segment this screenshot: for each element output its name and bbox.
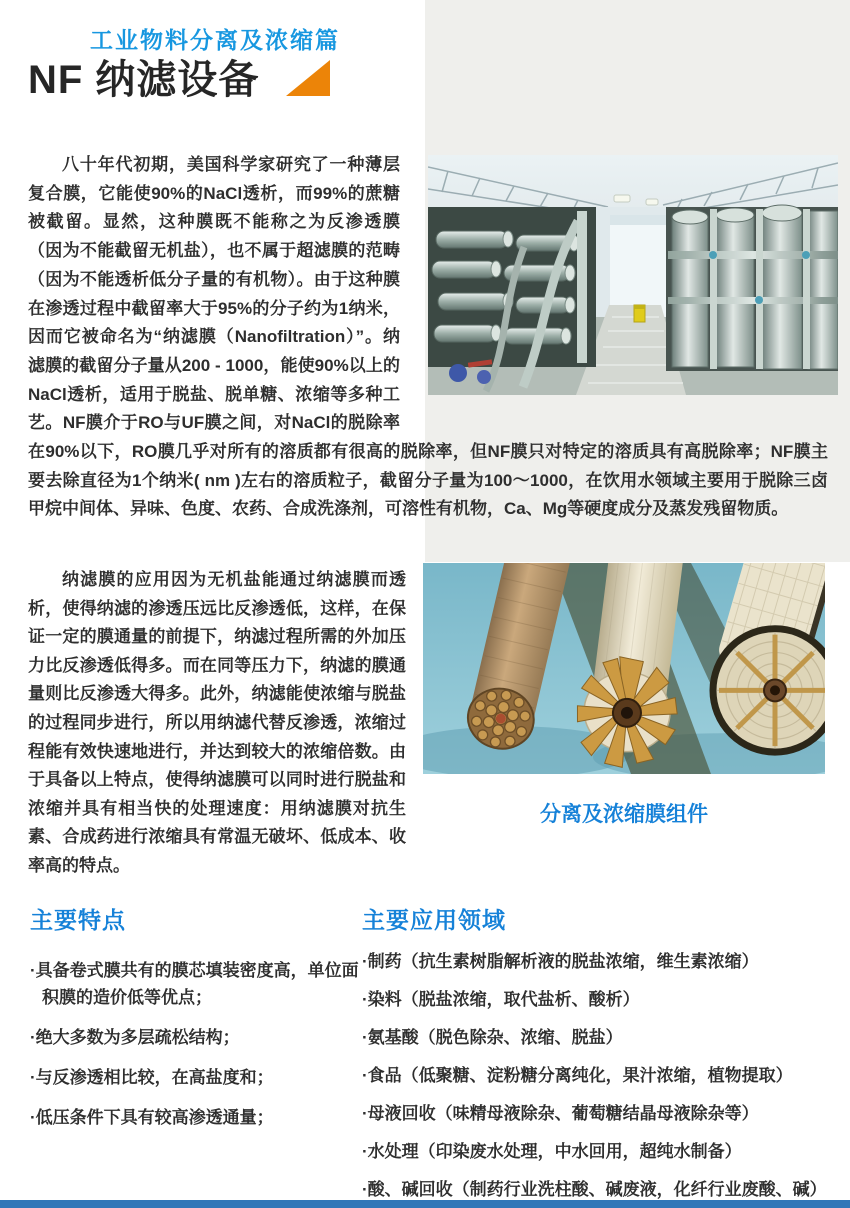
- page-title: NF 纳滤设备: [28, 58, 260, 102]
- applications-heading: 主要应用领域: [362, 907, 506, 933]
- membrane-modules-photo: [423, 563, 825, 774]
- application-list-item: ·染料（脱盐浓缩，取代盐析、酸析）: [362, 990, 640, 1009]
- features-section: [30, 902, 360, 1144]
- features-list: [30, 957, 360, 1131]
- membrane-photo-caption: 分离及浓缩膜组件: [540, 803, 708, 826]
- application-list-item: ·母液回收（味精母液除杂、葡萄糖结晶母液除杂等）: [362, 1104, 759, 1123]
- application-list-item: ·制药（抗生素树脂解析液的脱盐浓缩，维生素浓缩）: [362, 952, 759, 971]
- triangle-decoration-icon: [286, 60, 330, 96]
- photo-wrap-spacer: [400, 151, 828, 438]
- application-list-item: ·酸、碱回收（制药行业洗柱酸、碱废液，化纤行业废酸、碱）: [362, 1180, 827, 1199]
- application-list-item: ·水处理（印染废水处理，中水回用，超纯水制备）: [362, 1142, 742, 1161]
- application-list-item: ·食品（低聚糖、淀粉糖分离纯化，果汁浓缩，植物提取）: [362, 1066, 793, 1085]
- feature-list-item: ·低压条件下具有较高渗透通量；: [30, 1108, 274, 1127]
- intro-paragraph-1: 八十年代初期，美国科学家研究了一种薄层复合膜，它能使90%的NaCl透析，而99%的蔗糖被截留。显然，这种膜既不能称之为反渗透膜（因为不能截留无机盐），也不属于超滤膜的范畴（因为不能透析低分子量的有机物）。由于这种膜在渗透过程中截留率大于95%的分子约为1纳米，因而它被命名为“纳滤膜（Nanofiltration）”。纳滤膜的截留分子量从200 - 1000，能使90%以上的NaCl透析，适用于脱盐、脱单糖、浓缩等多种工艺。NF膜介于RO与UF膜之间，对NaCl的脱除率在90%以下，RO膜几乎对所有的溶质都有很高的脱除率，但NF膜只对特定的溶质具有高脱除率；NF膜主要去除直径为1个纳米( nm )左右的溶质粒子，截留分子量为100～1000，在饮用水领域主要用于脱除三卤甲烷中间体、异味、色度、农药、合成洗涤剂，可溶性有机物，Ca、Mg等硬度成分及蒸发残留物质。: [28, 151, 828, 524]
- feature-list-item: ·绝大多数为多层疏松结构；: [30, 1028, 240, 1047]
- applications-section: [362, 902, 842, 1208]
- features-heading: 主要特点: [30, 907, 126, 933]
- series-label: 工业物料分离及浓缩篇: [90, 27, 340, 53]
- feature-list-item: ·与反渗透相比较，在高盐度和；: [30, 1068, 274, 1087]
- intro-paragraph-2: 纳滤膜的应用因为无机盐能通过纳滤膜而透析，使得纳滤的渗透压远比反渗透低，这样，在保证一定的膜通量的前提下，纳滤过程所需的外加压力比反渗透低得多。而在同等压力下，纳滤的膜通量则比反渗透大得多。此外，纳滤能使浓缩与脱盐的过程同步进行，所以用纳滤代替反渗透，浓缩过程能有效快速地进行，并达到较大的浓缩倍数。由于具备以上特点，使得纳滤膜可以同时进行脱盐和浓缩并具有相当快的处理速度：用纳滤膜对抗生素、合成药进行浓缩具有常温无破坏、低成本、收率高的特点。: [28, 570, 406, 875]
- application-list-item: ·氨基酸（脱色除杂、浓缩、脱盐）: [362, 1028, 623, 1047]
- applications-list: [362, 949, 842, 1203]
- feature-list-item: ·具备卷式膜共有的膜芯填装密度高，单位面积膜的造价低等优点；: [30, 961, 359, 1007]
- footer-bar: [0, 1200, 850, 1208]
